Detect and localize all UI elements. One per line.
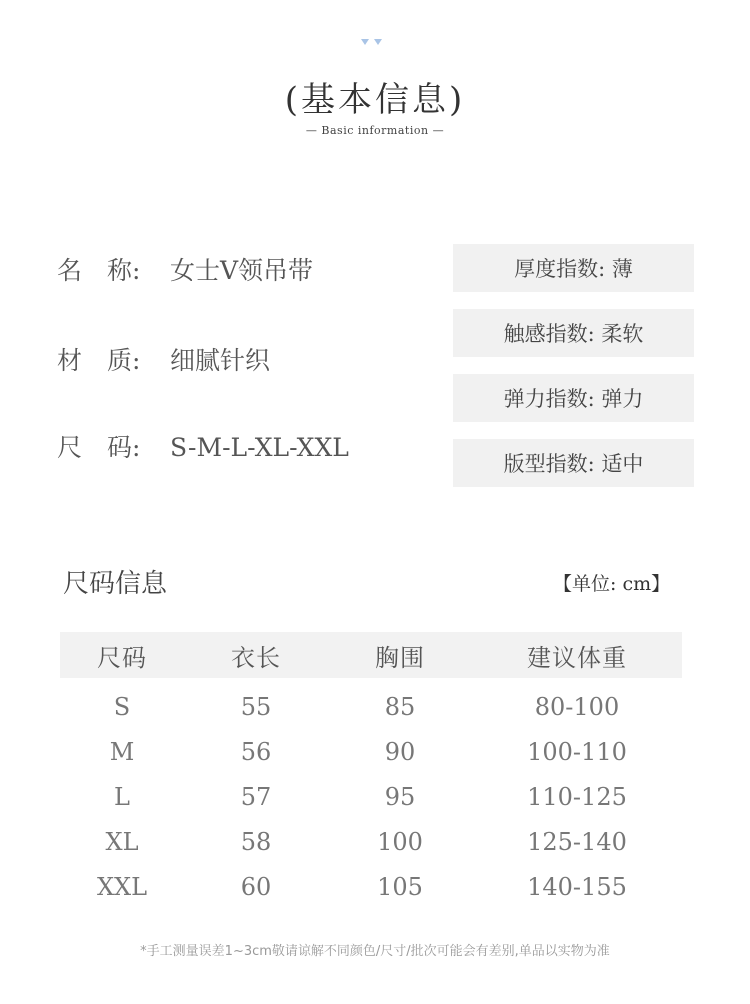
- cell-bust: 90: [384, 737, 416, 766]
- index-thickness: 厚度指数: 薄: [453, 244, 694, 292]
- table-row: [60, 678, 682, 729]
- header-size: 尺码: [60, 632, 184, 678]
- cell-bust: 105: [377, 872, 423, 901]
- info-value-size: S-M-L-XL-XXL: [170, 433, 349, 462]
- info-value-name: 女士V领吊带: [170, 256, 314, 285]
- footnote: *手工测量误差1~3cm敬请谅解不同颜色/尺寸/批次可能会有差别,单品以实物为准: [140, 944, 610, 959]
- double-chevron-down-icon: [360, 36, 390, 50]
- index-touch: 触感指数: 柔软: [453, 309, 694, 357]
- cell-length: 56: [240, 737, 272, 766]
- header-bust: 胸围: [328, 632, 472, 678]
- index-fit: 版型指数: 适中: [453, 439, 694, 487]
- cell-length: 60: [240, 872, 272, 901]
- cell-size: S: [113, 692, 131, 721]
- cell-bust: 95: [384, 782, 416, 811]
- cell-size: L: [114, 782, 130, 811]
- table-row: [60, 774, 682, 819]
- table-header-row: [60, 632, 682, 678]
- info-label-name: 名 称:: [57, 256, 141, 285]
- info-label-size: 尺 码:: [57, 433, 141, 462]
- table-row: [60, 819, 682, 864]
- cell-weight: 100-110: [527, 737, 627, 766]
- info-row-material: [57, 341, 270, 377]
- cell-size: M: [109, 737, 135, 766]
- info-row-name: [57, 251, 313, 287]
- cell-length: 55: [240, 692, 272, 721]
- cell-weight: 80-100: [534, 692, 620, 721]
- table-row: [60, 729, 682, 774]
- cell-length: 57: [240, 782, 272, 811]
- cell-weight: 110-125: [527, 782, 627, 811]
- info-label-material: 材 质:: [57, 346, 141, 375]
- size-info-title: 尺码信息: [63, 569, 168, 599]
- header-length: 衣长: [184, 632, 328, 678]
- info-value-material: 细腻针织: [170, 346, 271, 375]
- page-subtitle: — Basic information —: [305, 124, 445, 137]
- cell-weight: 125-140: [527, 827, 627, 856]
- index-elasticity: 弹力指数: 弹力: [453, 374, 694, 422]
- page-title: (基本信息): [284, 80, 466, 120]
- cell-size: XXL: [96, 872, 148, 901]
- info-row-size: [57, 428, 349, 464]
- cell-bust: 100: [377, 827, 423, 856]
- size-table: [60, 632, 682, 909]
- table-row: [60, 864, 682, 909]
- header-weight: 建议体重: [472, 632, 682, 678]
- cell-length: 58: [240, 827, 272, 856]
- cell-bust: 85: [384, 692, 416, 721]
- cell-size: XL: [105, 827, 139, 856]
- cell-weight: 140-155: [527, 872, 627, 901]
- unit-label: 【单位: cm】: [553, 573, 671, 595]
